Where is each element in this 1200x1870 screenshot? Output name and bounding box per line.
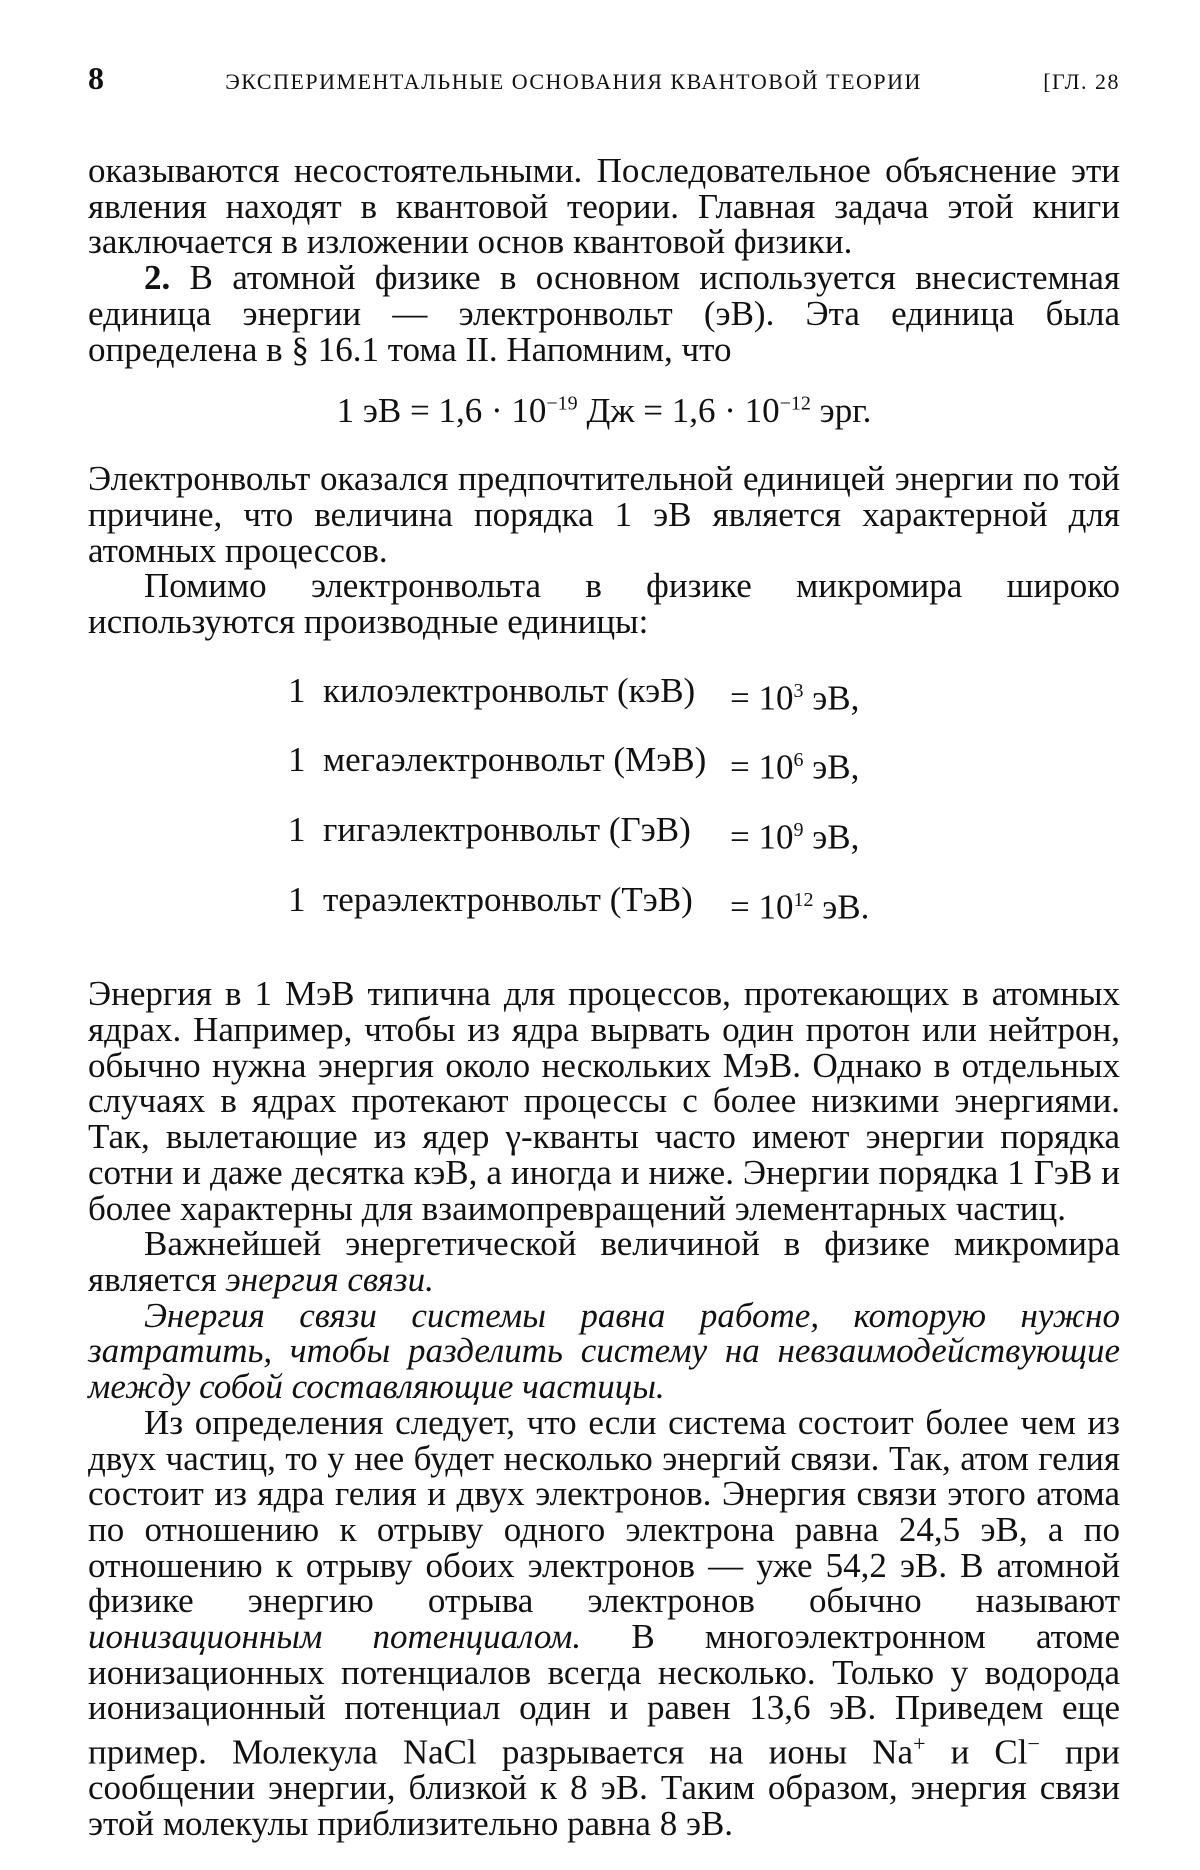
term-ionization-potential: ионизационным потенциалом. [88, 1617, 582, 1657]
section-number: 2. [144, 258, 171, 298]
equation-exponent-1: −19 [546, 392, 578, 415]
unit-equals: = 10 [730, 748, 794, 788]
unit-exponent: 6 [793, 749, 804, 772]
equation-exponent-2: −12 [779, 392, 811, 415]
units-list [288, 660, 1120, 939]
equation-right: эрг. [810, 391, 872, 431]
unit-suffix: эВ, [803, 678, 860, 718]
paragraph-3: Электронвольт оказался предпочтительной единицей энергии по той причине, что величина порядка 1 эВ является характерной для атомных процессов. [88, 459, 1120, 570]
unit-name: 1 гигаэлектронвольт (ГэВ) [288, 810, 691, 850]
page-number: 8 [88, 60, 104, 96]
unit-name: 1 мегаэлектронвольт (МэВ) [288, 740, 707, 780]
paragraph-2 [88, 260, 1120, 367]
unit-value [730, 660, 859, 730]
unit-name: 1 килоэлектронвольт (кэВ) [288, 670, 696, 710]
paragraph-2-text: В атомной физике в основном используется внесистемная единица энергии — электронвольт (эВ). Эта единица была определена в § 16.1 тома II. Напомним, что [88, 258, 1120, 369]
unit-row-tev [288, 869, 1120, 939]
paragraph-1: оказываются несостоятельными. Последовательное объяснение эти явления находят в квантовой теории. Главная задача этой книги заключается в изложении основ квантовой физики. [88, 151, 1120, 262]
running-header [88, 60, 1120, 97]
term-binding-energy: энергия связи. [225, 1259, 434, 1299]
unit-value [730, 869, 869, 939]
equation-left: 1 эВ = 1,6 · 10 [336, 391, 547, 431]
unit-equals: = 10 [730, 817, 794, 857]
paragraph-7-part-b: В многоэлектронном атоме ионизационных потенциалов всегда несколько. Только у водорода ионизационный потенциал один и равен 13,6 эВ. Приведем еще пример. Молекула NaCl разрывается на ионы Na [88, 1617, 1120, 1772]
paragraph-5 [88, 976, 1120, 1226]
equation-mid: Дж = 1,6 · 10 [577, 391, 780, 431]
paragraph-5-part-a: Энергия в 1 МэВ типична для процессов, протекающих в атомных ядрах. Например, чтобы из ядра вырвать один протон или нейтрон, обычно нужна энергия около нескольких МэВ. Однако в отдельных случаях в ядрах протекают процессы с более низкими энергиями. Так, вылетающие из ядер [88, 974, 1120, 1157]
paragraph-7-part-d: при сообщении энергии, близкой к 8 эВ. Таким образом, энергия связи этой молекулы приблизительно равна 8 эВ. [88, 1732, 1121, 1844]
unit-name: 1 тераэлектронвольт (ТэВ) [288, 879, 693, 919]
unit-row-kev [288, 660, 1120, 730]
gamma-symbol: γ [505, 1117, 521, 1157]
unit-value [730, 799, 859, 869]
paragraph-6 [88, 1226, 1120, 1297]
unit-row-gev [288, 799, 1120, 869]
unit-equals: = 10 [730, 887, 794, 927]
unit-equals: = 10 [730, 678, 794, 718]
paragraph-7-part-a: Из определения следует, что если система состоит более чем из двух частиц, то у нее будет несколько энергий связи. Так, атом гелия состоит из ядра гелия и двух электронов. Энергия связи этого атома по отношению к отрыву одного электрона равна 24,5 эВ, а по отношению к отрыву обоих электронов — уже 54,2 эВ. В атомной физике энергию отрыва электронов обычно называют [88, 1402, 1120, 1621]
unit-exponent: 3 [793, 679, 804, 702]
ion-charge-minus: − [1027, 1731, 1040, 1757]
definition-binding-energy: Энергия связи системы равна работе, которую нужно затратить, чтобы разделить систему на невзаимодействующие между собой составляющие частицы. [88, 1295, 1120, 1407]
paragraph-7 [88, 1402, 1121, 1844]
chapter-label: [ГЛ. 28 [1043, 69, 1120, 94]
ev-equation [88, 391, 1120, 431]
unit-suffix: эВ. [813, 887, 870, 927]
unit-row-mev [288, 729, 1120, 799]
ion-charge-plus: + [913, 1731, 926, 1757]
paragraph-4: Помимо электронвольта в физике микромира широко используются производные единицы: [88, 566, 1120, 642]
running-title: ЭКСПЕРИМЕНТАЛЬНЫЕ ОСНОВАНИЯ КВАНТОВОЙ ТЕОРИИ [225, 69, 922, 94]
paragraph-6-text: Важнейшей энергетической величиной в физике микромира является [88, 1224, 1120, 1299]
unit-value [730, 729, 859, 799]
unit-suffix: эВ, [803, 748, 860, 788]
unit-exponent: 9 [793, 819, 804, 842]
unit-suffix: эВ, [803, 817, 860, 857]
paragraph-7-part-c: и Cl [925, 1732, 1028, 1772]
paragraph-5-part-b: -кванты часто имеют энергии порядка сотни и даже десятка кэВ, а иногда и ниже. Энергии порядка 1 ГэВ и более характерны для взаимопревращений элементарных частиц. [88, 1117, 1120, 1228]
book-page [88, 60, 1120, 1842]
unit-exponent: 12 [793, 888, 814, 911]
